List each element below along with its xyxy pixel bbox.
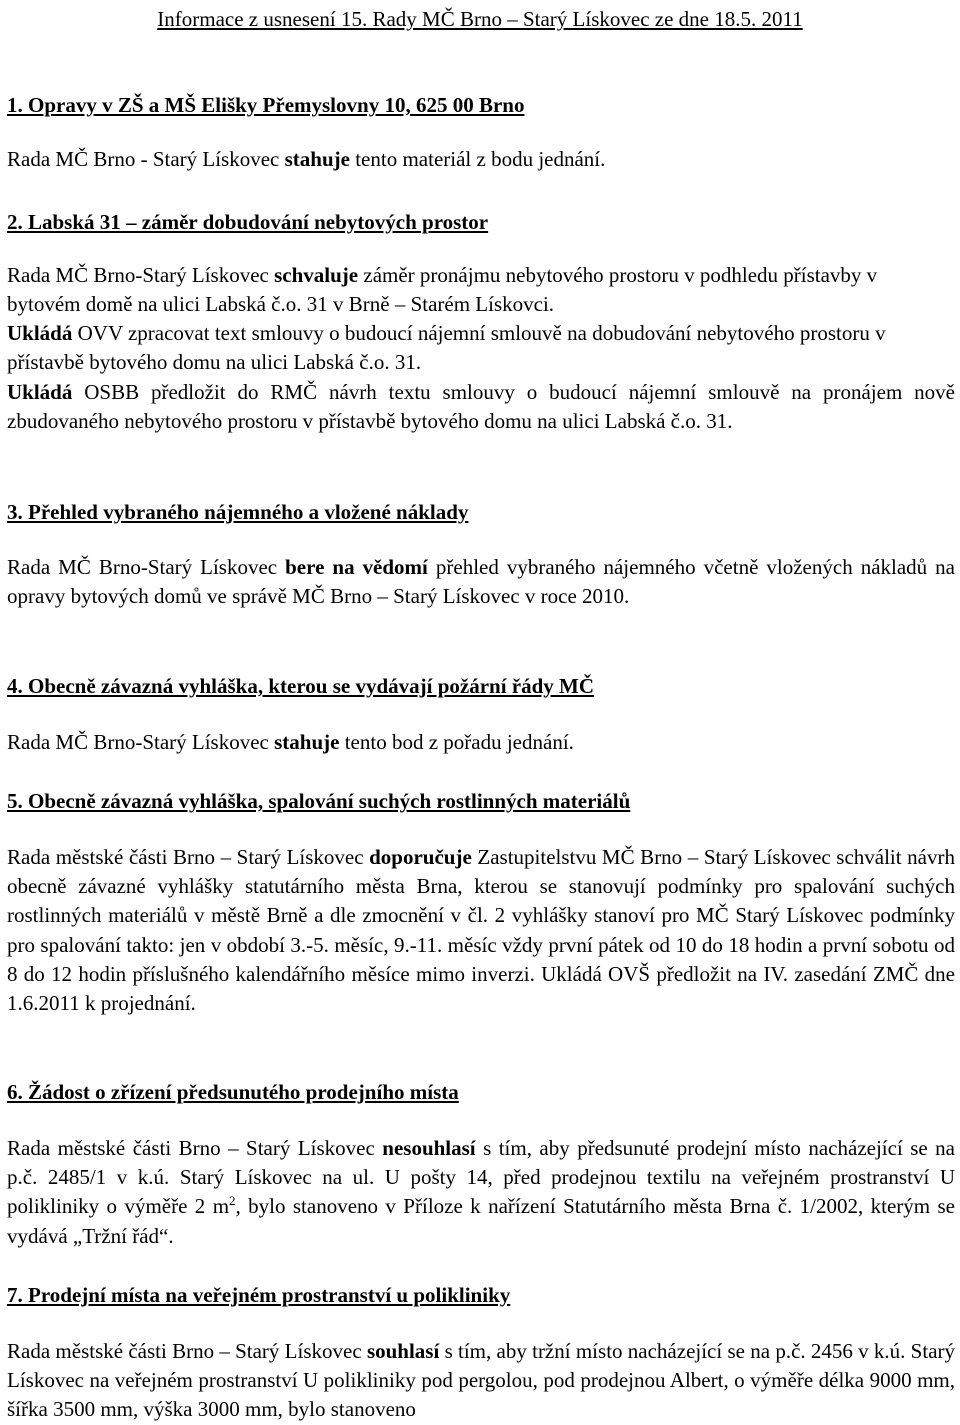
section-3-heading: 3. Přehled vybraného nájemného a vložené náklady (7, 500, 469, 524)
section-2-paragraph-1: Rada MČ Brno-Starý Lískovec schvaluje záměr pronájmu nebytového prostoru v podhledu přístavby v bytovém domě na ulici Labská č.o. 31 v Brně – Starém Lískovci. (7, 263, 878, 317)
section-5-text: Rada městské části Brno – Starý Lískovec doporučuje Zastupitelstvu MČ Brno – Starý Lískovec schválit návrh obecně závazné vyhlášky statutárního města Brna, kterou se stanovují podmínky pro spalování suchých rostlinných materiálů v městě Brně a dle zmocnění v čl. 2 vyhlášky stanoví pro MČ Starý Lískovec podmínky pro spalování takto: jen v období 3.-5. měsíc, 9.-11. měsíc vždy první pátek od 10 do 18 hodin a první sobotu od 8 do 12 hodin příslušného kalendářního měsíce mimo inverzi. Ukládá OVŠ předložit na IV. zasedání ZMČ dne 1.6.2011 k projednání. (7, 845, 955, 1016)
section-2-paragraph-2: Ukládá OVV zpracovat text smlouvy o budoucí nájemní smlouvě na dobudování nebytového prostoru v přístavbě bytového domu na ulici Labská č.o. 31. (7, 321, 886, 375)
section-2-paragraph-3: Ukládá OSBB předložit do RMČ návrh textu smlouvy o budoucí nájemní smlouvě na pronájem nově zbudovaného nebytového prostoru v přístavbě bytového domu na ulici Labská č.o. 31. (7, 380, 955, 434)
document-header: Informace z usnesení 15. Rady MČ Brno – Starý Lískovec ze dne 18.5. 2011 (157, 7, 803, 31)
section-1-heading: 1. Opravy v ZŠ a MŠ Elišky Přemyslovny 10, 625 00 Brno (7, 93, 525, 117)
section-7-heading: 7. Prodejní místa na veřejném prostranství u polikliniky (7, 1283, 511, 1307)
section-2-heading: 2. Labská 31 – záměr dobudování nebytových prostor (7, 210, 489, 234)
section-4-heading: 4. Obecně závazná vyhláška, kterou se vydávají požární řády MČ (7, 674, 595, 698)
section-7-text: Rada městské části Brno – Starý Lískovec souhlasí s tím, aby tržní místo nacházející se na p.č. 2456 v k.ú. Starý Lískovec na veřejném prostranství U polikliniky pod pergolou, pod prodejnou Albert, o výměře délka 9000 mm, šířka 3500 mm, výška 3000 mm, bylo stanoveno (7, 1339, 956, 1422)
section-4-text: Rada MČ Brno-Starý Lískovec stahuje tento bod z pořadu jednání. (7, 730, 574, 754)
section-6-heading: 6. Žádost o zřízení předsunutého prodejního místa (7, 1080, 459, 1104)
section-6-text: Rada městské části Brno – Starý Lískovec nesouhlasí s tím, aby předsunuté prodejní místo nacházející se na p.č. 2485/1 v k.ú. Starý Lískovec na ul. U pošty 14, před prodejnou textilu na veřejném prostranství U polikliniky o výměře 2 $m^2$, bylo stanoveno v Příloze k nařízení Statutárního města Brna č. 1/2002, kterým se vydává „Tržní řád“. (7, 1136, 955, 1248)
section-1-text: Rada MČ Brno - Starý Lískovec stahuje tento materiál z bodu jednání. (7, 147, 606, 171)
section-3-text: Rada MČ Brno-Starý Lískovec bere na vědomí přehled vybraného nájemného včetně vložených nákladů na opravy bytových domů ve správě MČ Brno – Starý Lískovec v roce 2010. (7, 555, 955, 609)
section-5-heading: 5. Obecně závazná vyhláška, spalování suchých rostlinných materiálů (7, 789, 631, 813)
